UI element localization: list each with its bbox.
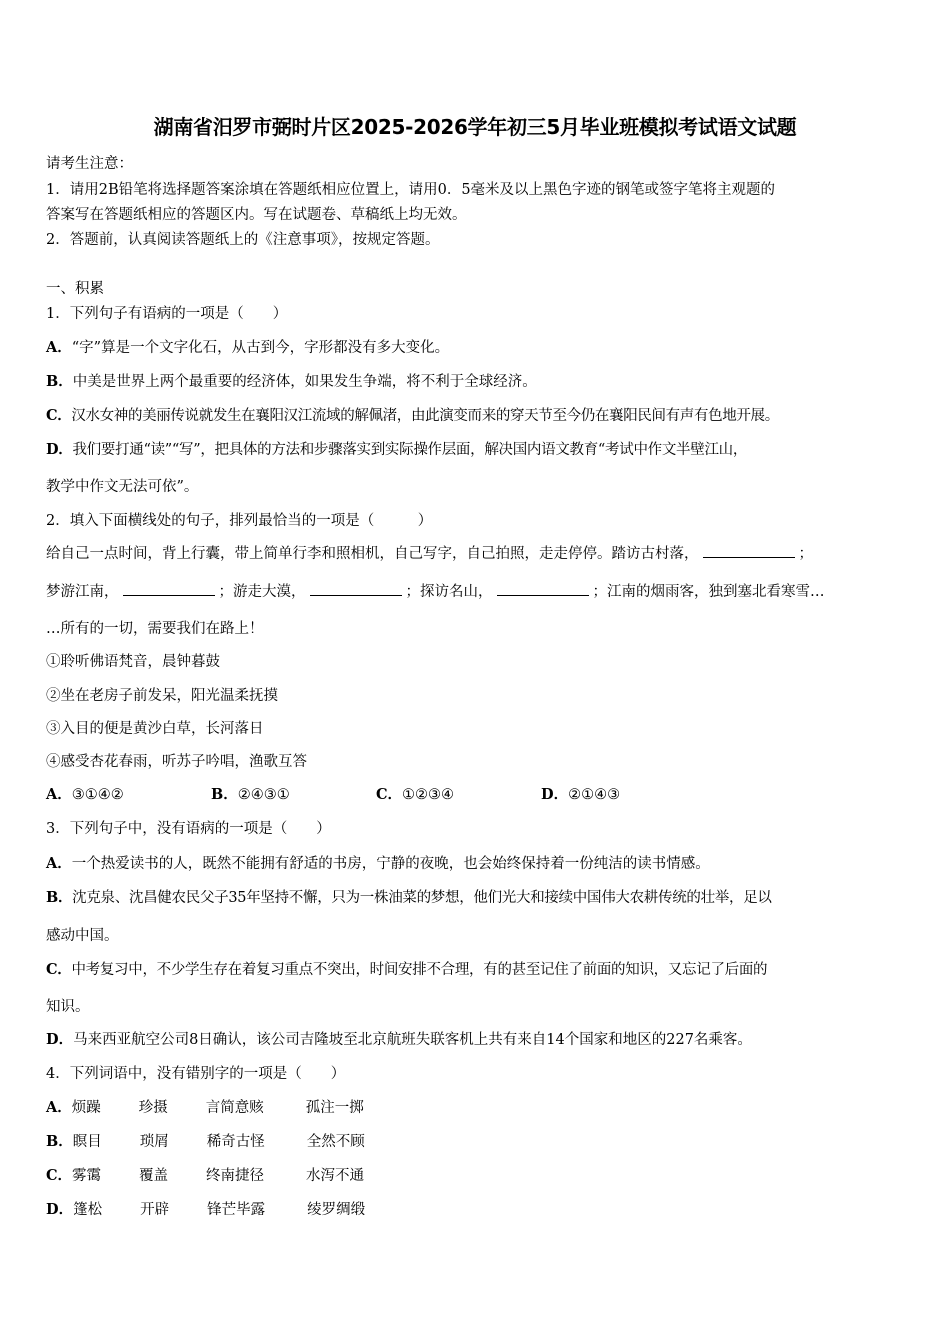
word: 烦躁: [71, 1100, 101, 1116]
option-text: ②①④③: [568, 787, 621, 803]
page-title: 湖南省汨罗市弼时片区2025-2026学年初三5月毕业班模拟考试语文试题: [153, 115, 797, 139]
answer-blank: [703, 543, 795, 558]
q2-options: [46, 783, 706, 804]
word: 锋芒毕露: [207, 1202, 266, 1218]
q4-option-a: [46, 1096, 364, 1117]
q2-option-d: [541, 783, 706, 804]
q2-sentence-2: ②坐在老房子前发呆，阳光温柔抚摸: [46, 688, 278, 704]
word: 孤注一掷: [305, 1100, 364, 1116]
option-text: “字”算是一个文字化石，从古到今，字形都没有多大变化。: [71, 340, 450, 356]
option-text: 中考复习中，不少学生存在着复习重点不突出，时间安排不合理，有的甚至记住了前面的知识，又忘记了后面的: [71, 962, 768, 978]
notice-heading: 请考生注意：: [46, 156, 133, 172]
q4-option-b: [46, 1130, 365, 1151]
passage-text: ；: [798, 546, 813, 562]
option-label: C．: [376, 786, 403, 803]
q4-option-c: [46, 1164, 364, 1185]
word: 珍摄: [138, 1100, 168, 1116]
q3-option-c-cont: 知识。: [46, 999, 90, 1015]
q1-option-b: [46, 370, 537, 391]
option-label: B．: [46, 889, 73, 906]
option-text: 汉水女神的美丽传说就发生在襄阳汉江流域的解佩渚，由此演变而来的穿天节至今仍在襄阳民间有声有色地开展。: [71, 408, 779, 424]
q3-option-a: [46, 852, 710, 873]
question-3-stem: 3．下列句子中，没有语病的一项是（ ）: [46, 821, 331, 837]
option-label: D．: [46, 441, 73, 458]
passage-text: 给自己一点时间，背上行囊，带上简单行李和照相机，自己写字，自己拍照，走走停停。踏访古村落，: [46, 546, 699, 562]
option-text: 我们要打通“读”“写”，把具体的方法和步骤落实到实际操作层面，解决国内语文教育“考试中作文半壁江山，: [72, 442, 748, 458]
option-text: ②④③①: [237, 787, 290, 803]
q3-option-c: [46, 958, 767, 979]
option-text: 沈克泉、沈昌健农民父子35年坚持不懈，只为一株油菜的梦想，他们光大和接续中国伟大农耕传统的壮举，足以: [72, 890, 772, 906]
option-label: A．: [46, 855, 72, 872]
option-label: B．: [46, 1133, 73, 1150]
option-label: B．: [46, 373, 73, 390]
word: 覆盖: [139, 1168, 169, 1184]
word: 琐屑: [139, 1134, 169, 1150]
answer-blank: [310, 581, 402, 596]
word: 绫罗绸缎: [307, 1202, 366, 1218]
q2-option-b: [211, 783, 376, 804]
q3-option-d: [46, 1028, 752, 1049]
q3-option-b-cont: 感动中国。: [46, 928, 119, 944]
passage-text: 梦游江南，: [46, 584, 119, 600]
q2-passage-line-1: [46, 542, 813, 563]
option-label: D．: [541, 786, 569, 803]
word: 终南捷径: [206, 1168, 265, 1184]
word: 全然不顾: [306, 1134, 365, 1150]
q1-option-d-cont: 教学中作文无法可依”。: [46, 479, 199, 495]
q1-option-c: [46, 404, 779, 425]
section-heading: 一、积累: [46, 281, 104, 297]
option-text: 中美是世界上两个最重要的经济体，如果发生争端，将不利于全球经济。: [72, 374, 537, 390]
q3-option-b: [46, 886, 772, 907]
notice-item-2: 2．答题前，认真阅读答题纸上的《注意事项》，按规定答题。: [46, 232, 440, 248]
q2-passage-line-3: …所有的一切，需要我们在路上！: [46, 621, 264, 637]
notice-item-1a: 1．请用2B铅笔将选择题答案涂填在答题纸相应位置上，请用0．5毫米及以上黑色字迹的钢笔或签字笔将主观题的: [46, 182, 776, 198]
option-label: D．: [46, 1201, 74, 1218]
option-label: A．: [46, 786, 72, 803]
notice-item-1b: 答案写在答题纸相应的答题区内。写在试题卷、草稿纸上均无效。: [46, 207, 467, 223]
word: 言简意赅: [205, 1100, 264, 1116]
option-label: A．: [46, 339, 72, 356]
word: 开辟: [140, 1202, 170, 1218]
q2-sentence-4: ④感受杏花春雨，听苏子吟唱，渔歌互答: [46, 754, 307, 770]
option-label: A．: [46, 1099, 72, 1116]
option-label: B．: [211, 786, 238, 803]
passage-text: ；江南的烟雨客，独到塞北看寒雪…: [592, 584, 825, 600]
answer-blank: [123, 581, 215, 596]
word: 篷松: [73, 1202, 103, 1218]
option-label: C．: [46, 1167, 73, 1184]
option-text: 马来西亚航空公司8日确认，该公司吉隆坡至北京航班失联客机上共有来自14个国家和地区的227名乘客。: [73, 1032, 752, 1048]
option-text: ①②③④: [402, 787, 455, 803]
option-text: ③①④②: [71, 787, 124, 803]
question-2-stem: 2．填入下面横线处的句子，排列最恰当的一项是（ ）: [46, 513, 433, 529]
q2-sentence-3: ③入目的便是黄沙白草，长河落日: [46, 721, 264, 737]
option-label: D．: [46, 1031, 74, 1048]
word: 瞑目: [72, 1134, 102, 1150]
q1-option-d: [46, 438, 747, 459]
option-label: C．: [46, 407, 72, 424]
answer-blank: [497, 581, 589, 596]
option-text: 一个热爱读书的人，既然不能拥有舒适的书房，宁静的夜晚，也会始终保持着一份纯洁的读书情感。: [71, 856, 710, 872]
passage-text: ；游走大漠，: [218, 584, 306, 600]
word: 水泻不通: [306, 1168, 365, 1184]
q2-option-c: [376, 783, 541, 804]
word: 稀奇古怪: [206, 1134, 265, 1150]
q2-passage-line-2: [46, 580, 825, 601]
question-1-stem: 1．下列句子有语病的一项是（ ）: [46, 306, 288, 322]
q2-sentence-1: ①聆听佛语梵音，晨钟暮鼓: [46, 654, 220, 670]
question-4-stem: 4．下列词语中，没有错别字的一项是（ ）: [46, 1066, 346, 1082]
q1-option-a: [46, 336, 449, 357]
option-label: C．: [46, 961, 72, 978]
q4-option-d: [46, 1198, 365, 1219]
passage-text: ；探访名山，: [405, 584, 493, 600]
word: 雾霭: [72, 1168, 102, 1184]
q2-option-a: [46, 783, 211, 804]
